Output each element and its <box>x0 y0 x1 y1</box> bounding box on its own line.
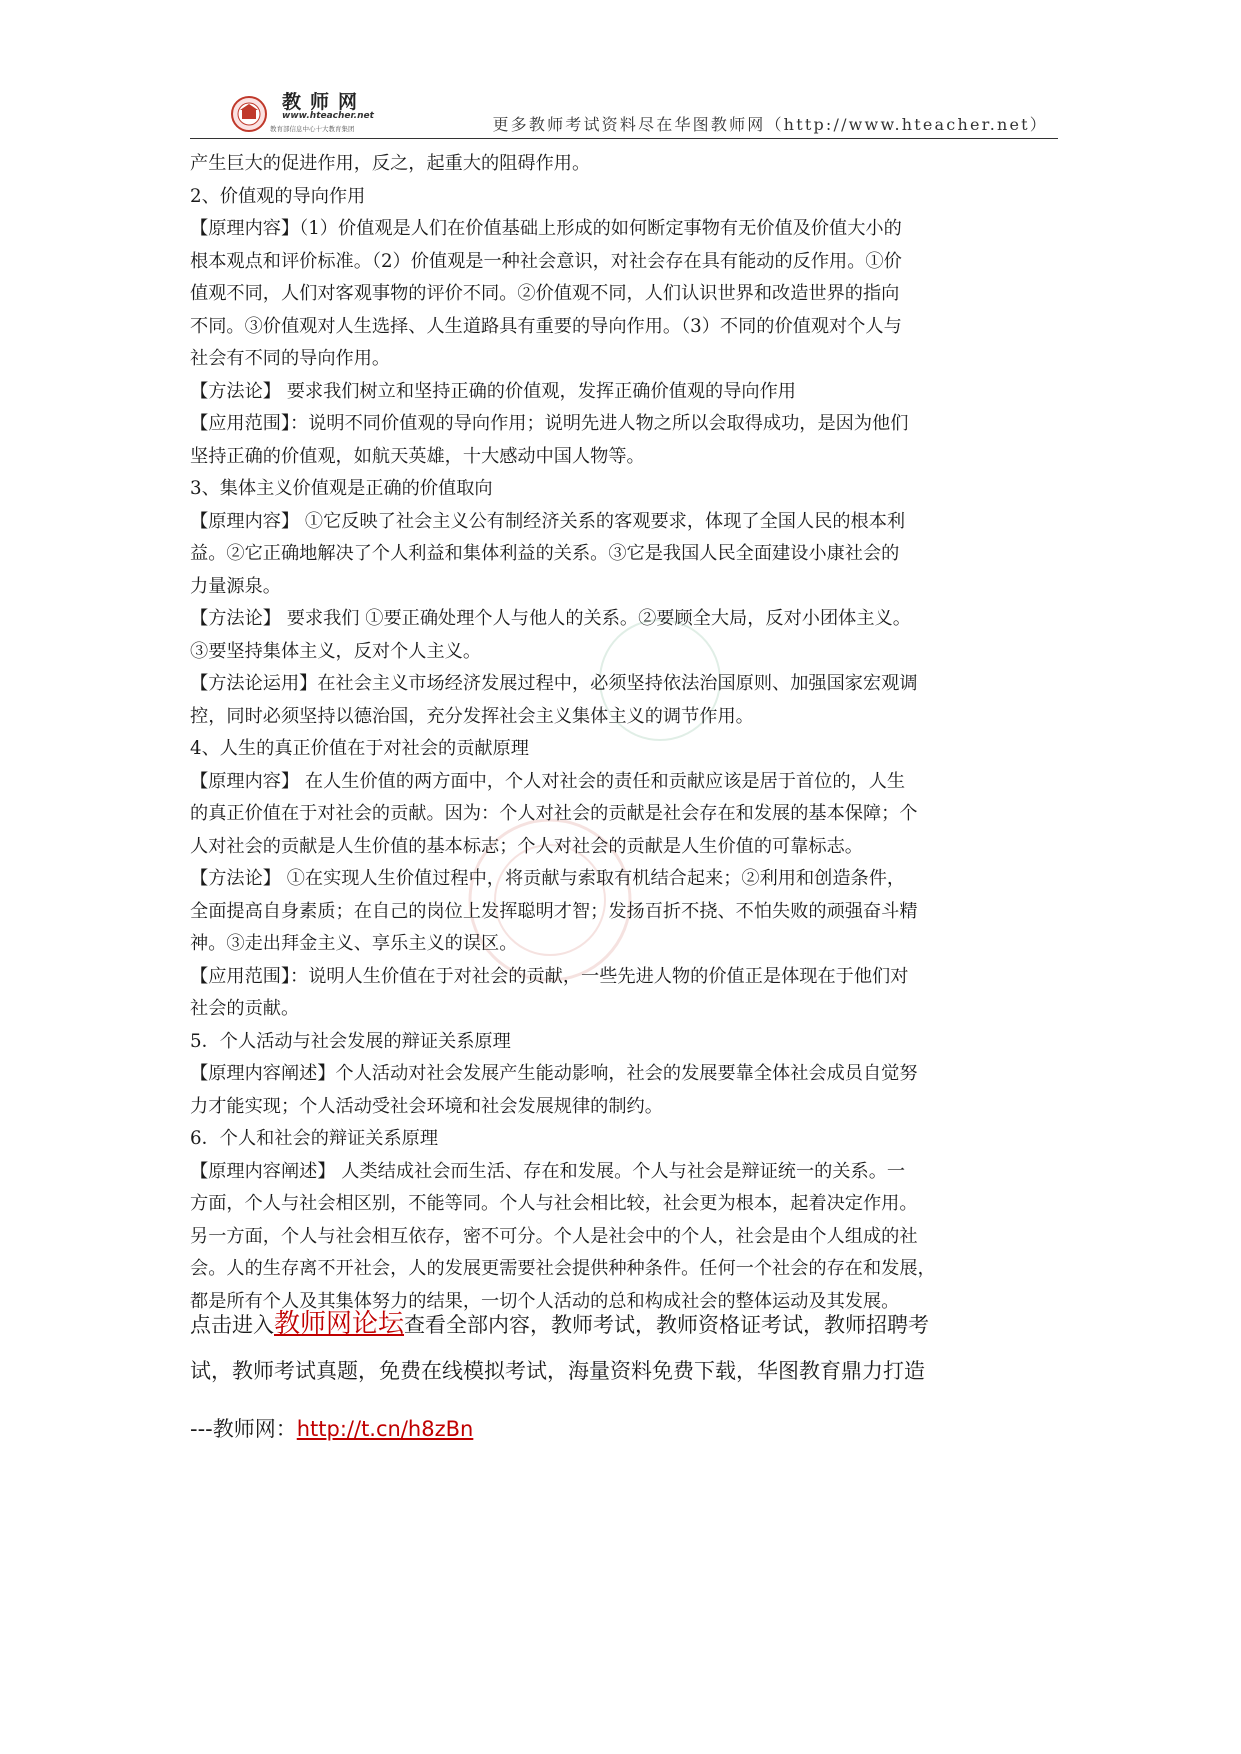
text-line: 不同。③价值观对人生选择、人生道路具有重要的导向作用。（3）不同的价值观对个人与 <box>190 315 902 337</box>
footer-site-label: ---教师网： <box>190 1417 297 1441</box>
text-line: 人对社会的贡献是人生价值的基本标志；个人对社会的贡献是人生价值的可靠标志。 <box>190 835 863 857</box>
text-line: 力量源泉。 <box>190 575 281 597</box>
text-line: 值观不同，人们对客观事物的评价不同。②价值观不同，人们认识世界和改造世界的指向 <box>190 283 900 304</box>
footer-line-1 <box>190 1303 929 1340</box>
footer-line-3 <box>190 1413 473 1443</box>
text-line: 社会的贡献。 <box>190 998 300 1019</box>
text-line: 3、集体主义价值观是正确的价值取向 <box>190 478 493 499</box>
logo-name: 教师网 <box>282 91 367 113</box>
text-line: 方面，个人与社会相区别，不能等同。个人与社会相比较，社会更为根本，起着决定作用。 <box>190 1193 918 1214</box>
text-line: 【原理内容阐述】个人活动对社会发展产生能动影响，社会的发展要靠全体社会成员自觉努 <box>190 1063 918 1084</box>
text-line: 【方法论】 要求我们树立和坚持正确的价值观，发挥正确价值观的导向作用 <box>190 380 796 402</box>
text-line: 5．个人活动与社会发展的辩证关系原理 <box>190 1030 511 1052</box>
text-line: 【应用范围】：说明不同价值观的导向作用；说明先进人物之所以会取得成功，是因为他们 <box>190 413 909 434</box>
text-line: 【原理内容】（1）价值观是人们在价值基础上形成的如何断定事物有无价值及价值大小的 <box>190 218 902 239</box>
logo-url: www.hteacher.net <box>282 111 374 121</box>
footer-suffix: 查看全部内容，教师考试，教师资格证考试，教师招聘考 <box>404 1313 930 1337</box>
header-tagline: 更多教师考试资料尽在华图教师网（http://www.hteacher.net） <box>492 115 1048 134</box>
site-logo[interactable] <box>230 87 400 137</box>
text-line: 全面提高自身素质；在自己的岗位上发挥聪明才智；发扬百折不挠、不怕失败的顽强奋斗精 <box>190 900 918 922</box>
text-line: 控，同时必须坚持以德治国，充分发挥社会主义集体主义的调节作用。 <box>190 705 754 727</box>
page-header <box>190 82 1058 139</box>
text-line: 6．个人和社会的辩证关系原理 <box>190 1128 439 1149</box>
short-url-link[interactable]: http://t.cn/h8zBn <box>296 1417 474 1441</box>
document-body <box>190 148 1060 1318</box>
text-line: 【原理内容】 在人生价值的两方面中，个人对社会的责任和贡献应该是居于首位的，人生 <box>190 770 906 792</box>
forum-link[interactable]: 教师网论坛 <box>274 1309 405 1339</box>
text-line: 【原理内容阐述】 人类结成社会而生活、存在和发展。个人与社会是辩证统一的关系。一 <box>190 1160 906 1182</box>
text-line: 【方法论】 ①在实现人生价值过程中，将贡献与索取有机结合起来；②利用和创造条件， <box>190 868 906 889</box>
text-line: 力才能实现；个人活动受社会环境和社会发展规律的制约。 <box>190 1095 663 1117</box>
text-line: 都是所有个人及其集体努力的结果，一切个人活动的总和构成社会的整体运动及其发展。 <box>190 1290 900 1312</box>
footer-line-2: 试，教师考试真题，免费在线模拟考试，海量资料免费下载，华图教育鼎力打造 <box>190 1359 925 1383</box>
text-line: 益。②它正确地解决了个人利益和集体利益的关系。③它是我国人民全面建设小康社会的 <box>190 543 900 564</box>
text-line: 另一方面，个人与社会相互依存，密不可分。个人是社会中的个人，社会是由个人组成的社 <box>190 1225 918 1247</box>
text-line: 【原理内容】 ①它反映了社会主义公有制经济关系的客观要求，体现了全国人民的根本利 <box>190 510 906 532</box>
text-line: ③要坚持集体主义，反对个人主义。 <box>190 640 482 662</box>
logo-subtitle: 教育部信息中心十大教育集团 <box>270 125 355 133</box>
text-line: 的真正价值在于对社会的贡献。因为：个人对社会的贡献是社会存在和发展的基本保障；个 <box>190 803 918 824</box>
text-line: 4、人生的真正价值在于对社会的贡献原理 <box>190 738 529 759</box>
text-line: 产生巨大的促进作用，反之，起重大的阻碍作用。 <box>190 153 591 174</box>
text-line: 坚持正确的价值观，如航天英雄，十大感动中国人物等。 <box>190 445 645 467</box>
text-line: 2、价值观的导向作用 <box>190 185 366 207</box>
footer-prefix: 点击进入 <box>190 1313 274 1337</box>
text-line: 【方法论运用】在社会主义市场经济发展过程中，必须坚持依法治国原则、加强国家宏观调 <box>190 673 918 694</box>
text-line: 根本观点和评价标准。（2）价值观是一种社会意识，对社会存在具有能动的反作用。①价 <box>190 250 902 272</box>
text-line: 社会有不同的导向作用。 <box>190 348 391 369</box>
text-line: 【应用范围】：说明人生价值在于对社会的贡献，一些先进人物的价值正是体现在于他们对 <box>190 965 909 987</box>
logo-emblem-icon <box>230 95 268 133</box>
text-line: 会。人的生存离不开社会，人的发展更需要社会提供种种条件。任何一个社会的存在和发展， <box>190 1258 936 1279</box>
text-line: 神。③走出拜金主义、享乐主义的误区。 <box>190 933 518 954</box>
text-line: 【方法论】 要求我们 ①要正确处理个人与他人的关系。②要顾全大局，反对小团体主义。 <box>190 608 911 629</box>
